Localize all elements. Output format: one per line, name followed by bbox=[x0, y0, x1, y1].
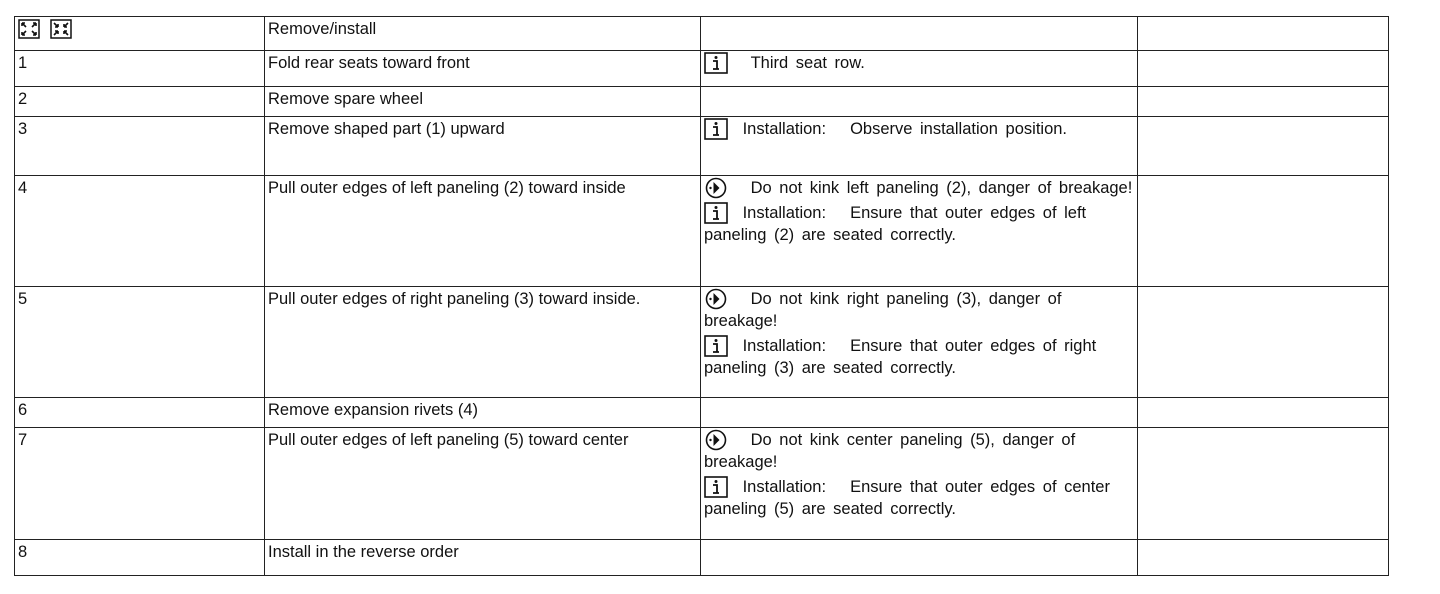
caution-icon bbox=[704, 177, 728, 199]
header-row bbox=[15, 17, 1389, 51]
step-extra-cell bbox=[1138, 87, 1389, 117]
info-icon bbox=[704, 476, 728, 498]
step-extra-cell bbox=[1138, 287, 1389, 398]
info-note bbox=[704, 118, 1135, 140]
step-action: Remove expansion rivets (4) bbox=[265, 398, 701, 428]
step-extra-cell bbox=[1138, 398, 1389, 428]
step-action: Pull outer edges of right paneling (3) toward inside. bbox=[265, 287, 701, 398]
step-row bbox=[15, 398, 1389, 428]
step-notes bbox=[701, 398, 1138, 428]
caution-note bbox=[704, 429, 1135, 473]
info-note bbox=[704, 335, 1135, 379]
note-label: Installation: bbox=[742, 478, 827, 496]
note-text: Ensure that outer edges of left paneling (2) are seated correctly. bbox=[704, 204, 1087, 244]
header-title: Remove/install bbox=[265, 17, 701, 51]
procedure-table bbox=[14, 16, 1389, 576]
note-label: Installation: bbox=[742, 204, 827, 222]
step-number: 2 bbox=[15, 87, 265, 117]
note-label: Installation: bbox=[742, 337, 827, 355]
step-number: 1 bbox=[15, 51, 265, 87]
step-notes bbox=[701, 428, 1138, 540]
step-notes bbox=[701, 287, 1138, 398]
step-extra-cell bbox=[1138, 428, 1389, 540]
note-text: Do not kink right paneling (3), danger of breakage! bbox=[704, 290, 1062, 330]
note-text: Ensure that outer edges of right paneling (3) are seated correctly. bbox=[704, 337, 1097, 377]
caution-note bbox=[704, 177, 1135, 199]
note-text: Observe installation position. bbox=[850, 120, 1068, 138]
step-action: Pull outer edges of left paneling (2) toward inside bbox=[265, 176, 701, 287]
step-extra-cell bbox=[1138, 540, 1389, 576]
step-row bbox=[15, 117, 1389, 176]
step-row bbox=[15, 51, 1389, 87]
info-note bbox=[704, 52, 1135, 74]
remove-icon bbox=[18, 19, 40, 39]
step-number: 4 bbox=[15, 176, 265, 287]
step-action: Remove shaped part (1) upward bbox=[265, 117, 701, 176]
header-notes-cell bbox=[701, 17, 1138, 51]
step-extra-cell bbox=[1138, 117, 1389, 176]
note-label: Installation: bbox=[742, 120, 827, 138]
step-row bbox=[15, 287, 1389, 398]
step-extra-cell bbox=[1138, 176, 1389, 287]
info-icon bbox=[704, 118, 728, 140]
info-note bbox=[704, 202, 1135, 246]
note-text: Do not kink left paneling (2), danger of breakage! bbox=[750, 179, 1133, 197]
step-action: Pull outer edges of left paneling (5) toward center bbox=[265, 428, 701, 540]
step-notes bbox=[701, 87, 1138, 117]
info-icon bbox=[704, 202, 728, 224]
procedure-table-body bbox=[15, 17, 1389, 576]
step-notes bbox=[701, 176, 1138, 287]
step-number: 7 bbox=[15, 428, 265, 540]
step-notes bbox=[701, 117, 1138, 176]
caution-note bbox=[704, 288, 1135, 332]
note-text: Ensure that outer edges of center paneling (5) are seated correctly. bbox=[704, 478, 1110, 518]
step-action: Remove spare wheel bbox=[265, 87, 701, 117]
step-action: Fold rear seats toward front bbox=[265, 51, 701, 87]
header-extra-cell bbox=[1138, 17, 1389, 51]
step-number: 3 bbox=[15, 117, 265, 176]
note-text: Third seat row. bbox=[750, 54, 865, 72]
step-notes bbox=[701, 540, 1138, 576]
info-note bbox=[704, 476, 1135, 520]
step-row bbox=[15, 176, 1389, 287]
step-number: 5 bbox=[15, 287, 265, 398]
step-notes bbox=[701, 51, 1138, 87]
caution-icon bbox=[704, 429, 728, 451]
step-row bbox=[15, 540, 1389, 576]
step-row bbox=[15, 428, 1389, 540]
header-icons-cell bbox=[15, 17, 265, 51]
caution-icon bbox=[704, 288, 728, 310]
info-icon bbox=[704, 52, 728, 74]
info-icon bbox=[704, 335, 728, 357]
step-row bbox=[15, 87, 1389, 117]
step-number: 8 bbox=[15, 540, 265, 576]
install-icon bbox=[50, 19, 72, 39]
step-action: Install in the reverse order bbox=[265, 540, 701, 576]
note-text: Do not kink center paneling (5), danger of breakage! bbox=[704, 431, 1076, 471]
step-extra-cell bbox=[1138, 51, 1389, 87]
step-number: 6 bbox=[15, 398, 265, 428]
